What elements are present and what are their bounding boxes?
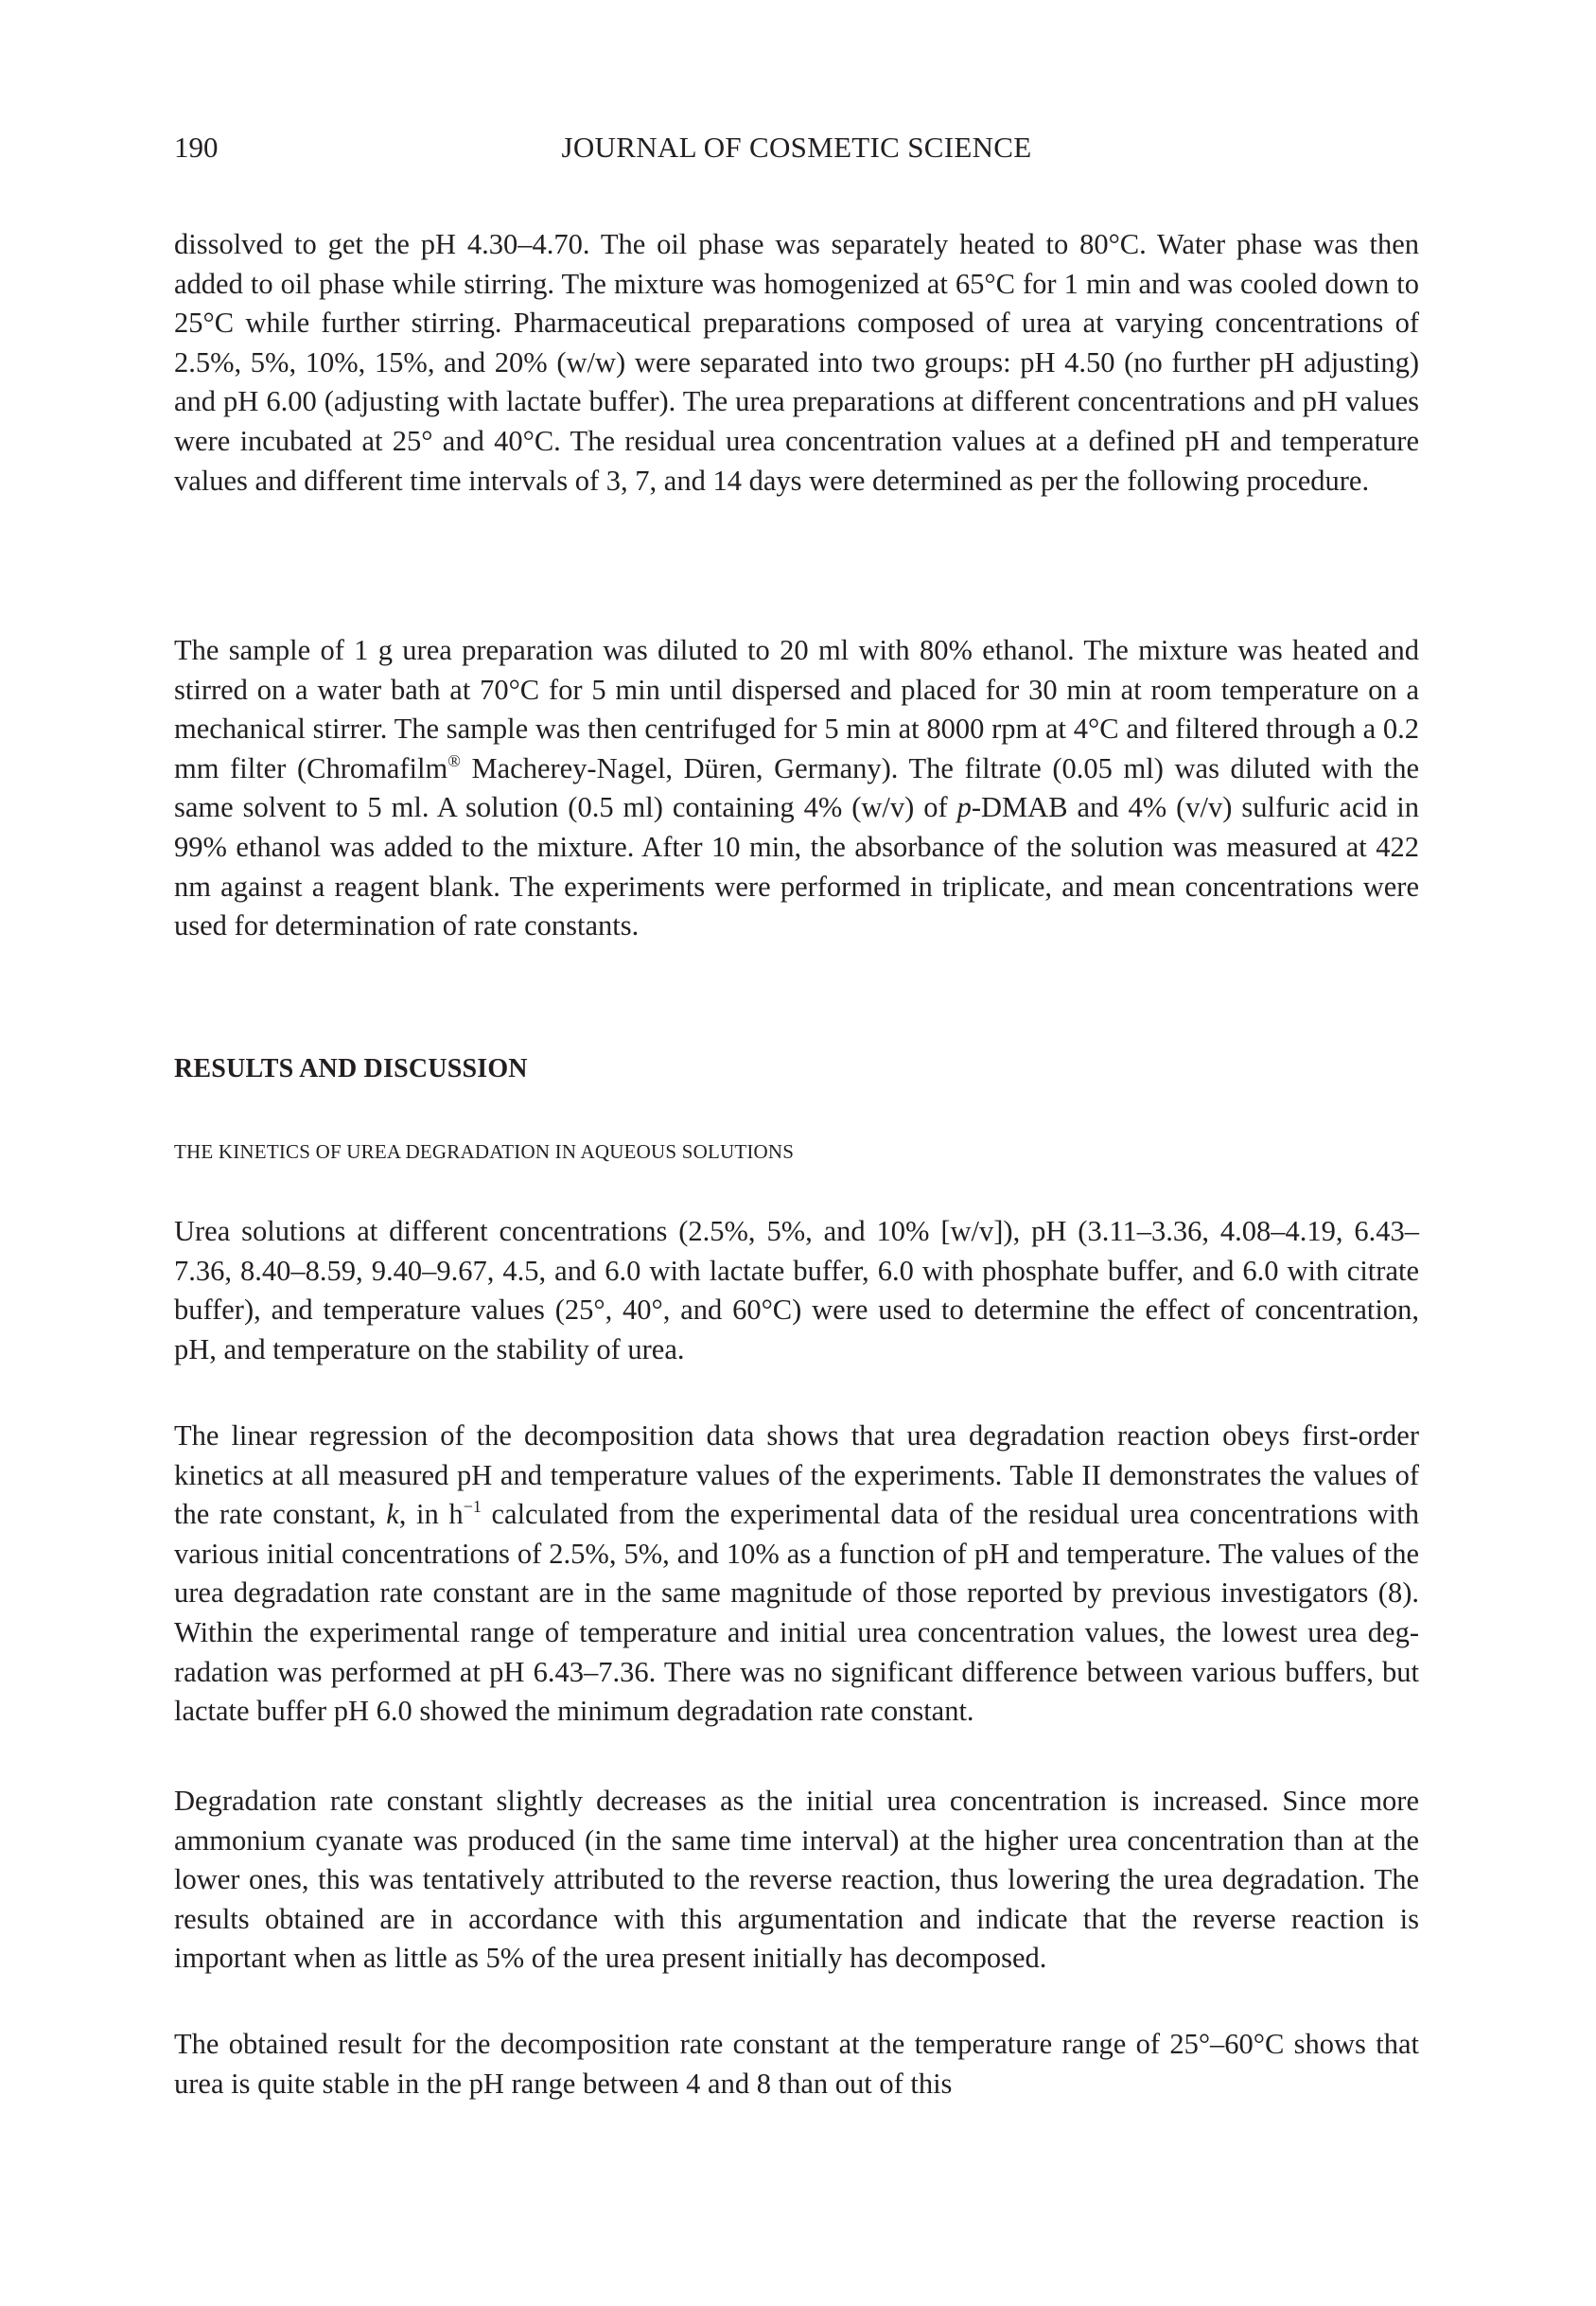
paragraph-text: [174, 1417, 1419, 1732]
text-run: , in h: [398, 1498, 464, 1531]
journal-title: JOURNAL OF COSMETIC SCIENCE: [561, 131, 1032, 164]
subsection-heading: THE KINETICS OF UREA DEGRADATION IN AQUEOUS SOLUTIONS: [174, 1140, 795, 1163]
registered-mark: ®: [447, 750, 461, 770]
superscript: −1: [463, 1497, 482, 1517]
paragraph-text: Degradation rate constant slightly decreases as the initial urea concentration is increased. Since more ammonium cyanate was produced (in the same time interval) at the higher urea concentration than at the lower ones, this was tentatively attributed to the reverse reaction, thus lowering the urea degradation. The results obtained are in accordance with this argumentation and indicate that the reverse reaction is important when as little as 5% of the urea present initially has decomposed.: [174, 1785, 1419, 1975]
text-run: The sample of 1 g urea preparation was diluted to 20 ml with 80% ethanol. The mixture was heated and stirred on a water bath at 70°C for 5 min until dispersed and placed for 30 min at room temperature on a mechanical stirrer. The sample was then centrifuged for 5 min at 8000 rpm at 4°C and filtered through a 0.2 mm filter (Chromafilm: [174, 634, 1419, 784]
paragraph-text: dissolved to get the pH 4.30–4.70. The oil phase was separately heated to 80°C. Water phase was then added to oil phase while stirring. The mixture was homogenized at 65°C for 1 min and was cooled down to 25°C while further stirring. Pharmaceutical preparations composed of urea at varying concentrations of 2.5%, 5%, 10%, 15%, and 20% (w/w) were separated into two groups: pH 4.50 (no further pH adjusting) and pH 6.00 (adjusting with lactate buffer). The urea preparations at different concentrations and pH values were incubated at 25° and 40°C. The residual urea concentration values at a defined pH and temperature values and different time intervals of 3, 7, and 14 days were determined as per the following procedure.: [174, 228, 1419, 497]
page-number: 190: [174, 131, 219, 164]
paragraph-rate-constant: [174, 1782, 1419, 1979]
text-run: calculated from the experimental data of the residual urea concentrations with various initial concentrations of 2.5%, 5%, and 10% as a function of pH and temperature. The values of the urea degradation rate constant are in the same magnitude of those reported by previous investigators (8). Within the experimental range of temperature and initial urea concentration values, the lowest urea degradation was performed at pH 6.43–7.36. There was no significant difference between various buffers, but lactate buffer pH 6.0 showed the minimum degradation rate constant.: [174, 1498, 1419, 1728]
text-run: Macherey-Nagel, Düren, Germany). The filtrate (0.05 ml) was diluted with the same solvent to 5 ml. A solution (0.5 ml) containing 4% (w/v) of: [174, 751, 1419, 824]
paragraph-text: Urea solutions at different concentrations (2.5%, 5%, and 10% [w/v]), pH (3.11–3.36, 4.08–4.19, 6.43–7.36, 8.40–8.59, 9.40–9.67, 4.5, and 6.0 with lactate buffer, 6.0 with phosphate buffer, and 6.0 with citrate buffer), and temperature values (25°, 40°, and 60°C) were used to determine the effect of concentration, pH, and temperature on the stability of urea.: [174, 1215, 1419, 1365]
section-heading: RESULTS AND DISCUSSION: [174, 1054, 528, 1083]
paragraph-temperature-range: [174, 2025, 1419, 2104]
paragraph-method-preparation: [174, 225, 1419, 501]
paragraph-linear-regression: [174, 1417, 1419, 1732]
running-header: [174, 129, 1419, 167]
italic-text: p: [956, 791, 972, 824]
text-run: The linear regression of the decomposition data shows that urea degradation reaction obeys first-order kinetics at all measured pH and temperature values of the experiments. Table II demonstrates the values of the rate constant,: [174, 1419, 1419, 1531]
paragraph-assay-procedure: [174, 631, 1419, 946]
text-run: -DMAB and 4% (v/v) sulfuric acid in 99% ethanol was added to the mixture. After 10 min, the absorbance of the solution was measured at 422 nm against a reagent blank. The experiments were performed in triplicate, and mean concentrations were used for determination of rate constants.: [174, 791, 1420, 942]
paragraph-text: The obtained result for the decomposition rate constant at the temperature range of 25°–60°C shows that urea is quite stable in the pH range between 4 and 8 than out of this: [174, 2028, 1419, 2100]
italic-text: k: [386, 1498, 399, 1531]
paragraph-urea-solutions: [174, 1212, 1419, 1369]
paragraph-text: [174, 631, 1419, 946]
